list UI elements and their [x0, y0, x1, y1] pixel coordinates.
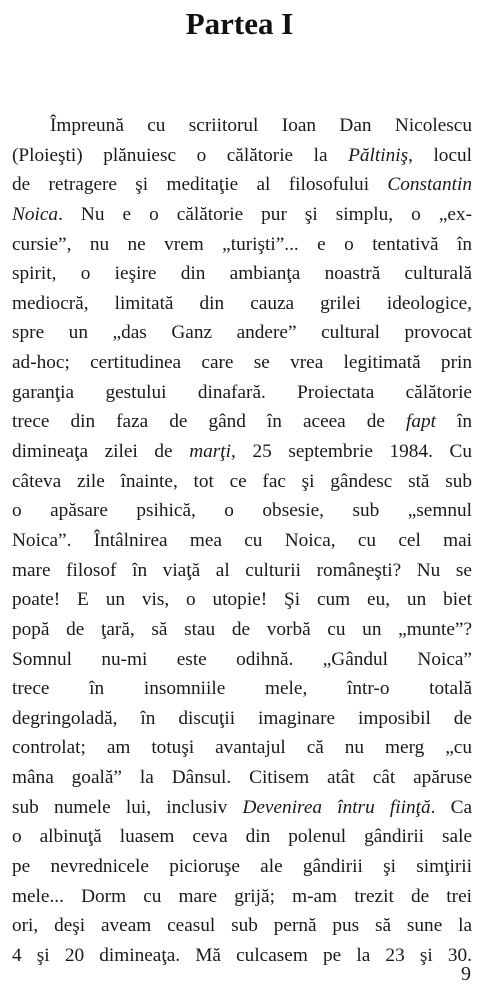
text-run: Noica”. Întâlnirea mea cu Noica, cu cel mai: [12, 529, 472, 551]
text-run: poate! E un vis, o utopie! Şi cum eu, un biet: [12, 589, 472, 611]
text-run: mare filosof în viaţă al culturii româneşti? Nu se: [12, 559, 472, 581]
text-run: pe nevrednicele picioruşe ale gândirii şi simţirii: [12, 856, 472, 878]
text-run: o albinuţă luasem ceva din polenul gândirii sale: [12, 826, 472, 848]
text-line: [12, 733, 472, 763]
text-run: 4 şi 20 dimineaţa. Mă culcasem pe la 23 şi 30.: [12, 944, 472, 966]
text-line: [12, 496, 472, 526]
text-line: [12, 852, 472, 882]
text-run: , locul: [408, 144, 472, 166]
text-run: Împreună cu scriitorul Ioan Dan Nicolescu: [50, 115, 472, 136]
text-line: [12, 259, 472, 289]
text-run: mediocră, limitată din cauza grilei ideologice,: [12, 292, 472, 314]
italic-text-run: Devenirea întru fiinţă: [242, 796, 431, 818]
text-line: [12, 437, 472, 467]
text-run: cursie”, nu ne vrem „turişti”... e o tentativă în: [12, 233, 472, 255]
text-line: [12, 318, 472, 348]
text-run: spre un „das Ganz andere” cultural provocat: [12, 322, 472, 344]
text-line: [12, 111, 472, 141]
text-run: garanţia gestului dinafară. Proiectata călătorie: [12, 381, 472, 403]
text-line: [12, 822, 472, 852]
text-run: (Ploieşti) plănuiesc o călătorie la: [12, 144, 349, 166]
text-line: [12, 911, 472, 941]
text-line: [12, 200, 472, 230]
text-run: sub numele lui, inclusiv: [12, 796, 243, 818]
text-line: [12, 230, 472, 260]
text-line: [12, 289, 472, 319]
text-run: de retragere şi meditaţie al filosofului: [12, 174, 388, 196]
text-run: . Nu e o călătorie pur şi simplu, o „ex-: [58, 203, 472, 225]
text-run: o apăsare psihică, o obsesie, sub „semnul: [12, 500, 472, 522]
italic-text-run: Constantin: [387, 174, 472, 196]
italic-text-run: fapt: [405, 411, 436, 433]
text-line: [12, 170, 472, 200]
text-run: , 25 septembrie 1984. Cu: [231, 441, 472, 463]
text-run: mele... Dorm cu mare grijă; m-am trezit de trei: [12, 885, 472, 907]
text-run: Somnul nu-mi este odihnă. „Gândul Noica”: [12, 648, 472, 670]
text-line: [12, 674, 472, 704]
page-number: 9: [461, 963, 471, 985]
text-line: [12, 704, 472, 734]
text-line: [12, 556, 472, 586]
italic-text-run: marţi: [189, 441, 232, 463]
text-run: spirit, o ieşire din ambianţa noastră culturală: [12, 263, 472, 285]
italic-text-run: Noica: [12, 203, 59, 225]
text-line: [12, 467, 472, 497]
text-run: controlat; am totuşi avantajul că nu merg „cu: [12, 737, 472, 759]
text-run: popă de ţară, să stau de vorbă cu un „munte”?: [12, 618, 472, 640]
text-line: [12, 882, 472, 912]
text-run: ori, deşi aveam ceasul sub pernă pus să sune la: [12, 915, 472, 937]
text-line: [12, 348, 472, 378]
text-line: [12, 941, 472, 971]
text-line: [12, 407, 472, 437]
italic-text-run: Păltiniş: [348, 144, 409, 166]
text-line: [12, 526, 472, 556]
text-line: [12, 645, 472, 675]
text-run: dimineaţa zilei de: [12, 441, 190, 463]
text-run: degringoladă, în discuţii imaginare imposibil de: [12, 707, 472, 729]
text-run: mâna goală” la Dânsul. Citisem atât cât apăruse: [12, 767, 472, 789]
text-line: [12, 378, 472, 408]
text-line: [12, 585, 472, 615]
text-run: câteva zile înainte, tot ce fac şi gândesc stă sub: [12, 470, 472, 492]
text-line: [12, 793, 472, 823]
chapter-title: Partea I: [185, 6, 294, 41]
text-run: trece din faza de gând în aceea de: [12, 411, 406, 433]
text-run: ad-hoc; certitudinea care se vrea legitimată prin: [12, 352, 472, 374]
text-run: în: [435, 411, 472, 433]
body-paragraph: [12, 111, 472, 971]
text-line: [12, 615, 472, 645]
text-line: [12, 141, 472, 171]
text-run: trece în insomniile mele, într-o totală: [12, 678, 472, 700]
text-line: [12, 763, 472, 793]
text-run: . Ca: [430, 796, 472, 818]
